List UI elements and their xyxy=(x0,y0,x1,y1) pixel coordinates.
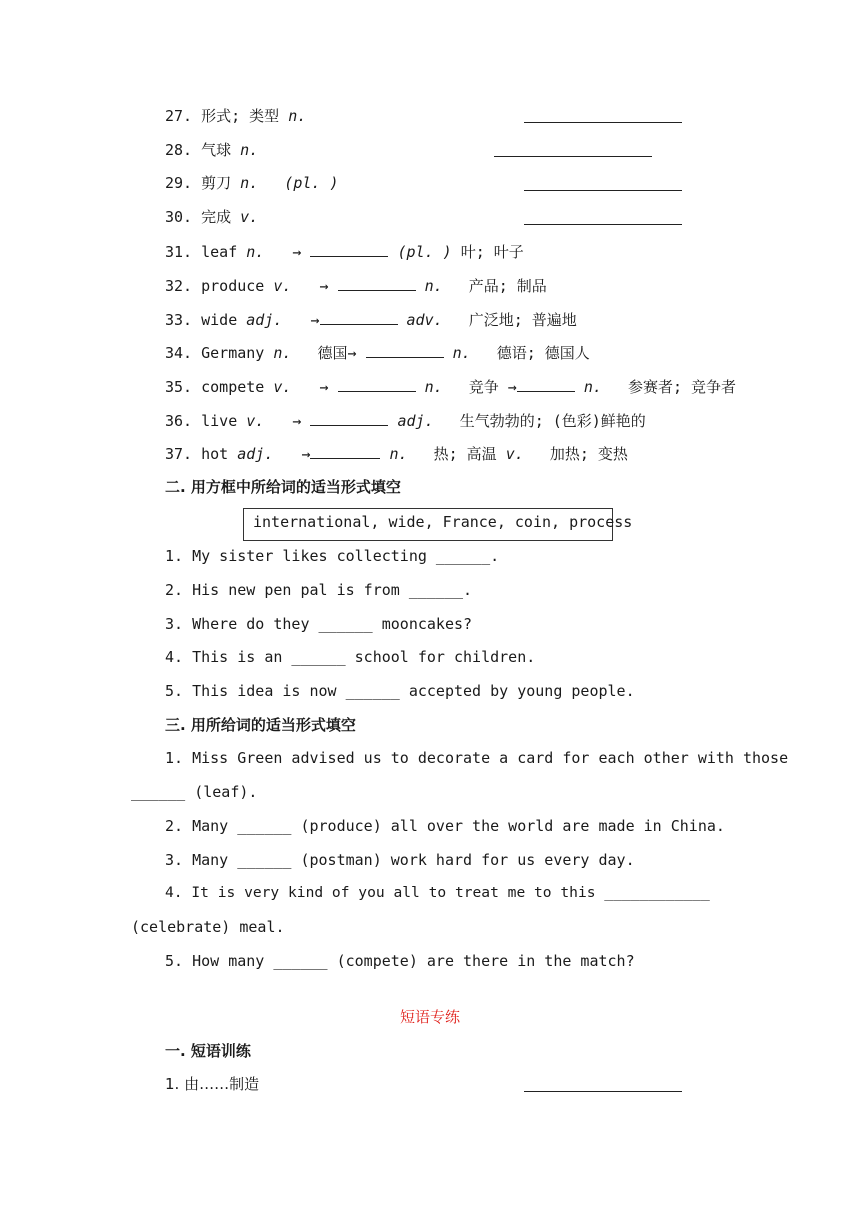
part-of-speech: v. xyxy=(246,412,265,430)
part-of-speech: adv. xyxy=(406,311,443,329)
english-word: produce xyxy=(201,277,265,295)
plural-note: (pl. ) xyxy=(284,174,339,192)
answer-blank[interactable] xyxy=(524,189,682,191)
answer-blank[interactable] xyxy=(310,409,388,426)
english-word: wide xyxy=(201,311,238,329)
vocab-item-30 xyxy=(165,206,258,228)
part-of-speech: n. xyxy=(288,107,307,125)
answer-blank[interactable] xyxy=(494,155,652,157)
answer-blank[interactable] xyxy=(310,240,388,257)
chinese-meaning: 叶; 叶子 xyxy=(460,243,524,261)
chinese-meaning: 剪刀 xyxy=(201,174,232,192)
phrase-item: 1. 由……制造 xyxy=(165,1075,260,1093)
answer-blank[interactable] xyxy=(366,341,444,358)
exercise-sentence-continuation: (celebrate) meal. xyxy=(131,918,285,936)
answer-blank[interactable] xyxy=(524,223,682,225)
part-of-speech: n. xyxy=(424,378,443,396)
part-of-speech: n. xyxy=(240,141,259,159)
chinese-meaning: 生气勃勃的; (色彩)鲜艳的 xyxy=(459,412,646,430)
chinese-meaning: 加热; 变热 xyxy=(549,445,628,463)
item-number: 37. xyxy=(165,445,193,463)
vocab-item-32 xyxy=(165,274,547,296)
vocab-item-27 xyxy=(165,105,306,127)
answer-blank[interactable] xyxy=(320,308,398,325)
english-word: hot xyxy=(201,445,229,463)
item-number: 35. xyxy=(165,378,193,396)
exercise-sentence: 4. It is very kind of you all to treat me to this ____________ xyxy=(165,884,710,901)
exercise-sentence: 5. This idea is now ______ accepted by young people. xyxy=(165,682,635,700)
chinese-meaning: 完成 xyxy=(201,208,232,226)
vocab-item-34 xyxy=(165,341,590,363)
vocab-item-35 xyxy=(165,375,736,397)
word-box: international, wide, France, coin, process xyxy=(243,508,613,541)
section-heading: 一. 短语训练 xyxy=(165,1042,251,1060)
vocab-item-31 xyxy=(165,240,524,262)
item-number: 30. xyxy=(165,208,193,226)
part-of-speech: adj. xyxy=(237,445,274,463)
exercise-sentence: 1. My sister likes collecting ______. xyxy=(165,547,500,565)
part-of-speech: v. xyxy=(505,445,524,463)
chinese-meaning: 广泛地; 普遍地 xyxy=(468,311,577,329)
part-of-speech: n. xyxy=(240,174,259,192)
part-of-speech: n. xyxy=(389,445,408,463)
answer-blank[interactable] xyxy=(310,442,380,459)
answer-blank[interactable] xyxy=(338,274,416,291)
vocab-item-29 xyxy=(165,172,338,194)
arrow-icon: → xyxy=(319,378,329,396)
exercise-sentence: 2. His new pen pal is from ______. xyxy=(165,581,473,599)
answer-blank[interactable] xyxy=(338,375,416,392)
exercise-sentence: 3. Where do they ______ mooncakes? xyxy=(165,615,473,633)
part-of-speech: adj. xyxy=(246,311,283,329)
chinese-meaning: 德国 xyxy=(317,344,348,362)
part-of-speech: n. xyxy=(246,243,265,261)
item-number: 28. xyxy=(165,141,193,159)
part-of-speech: n. xyxy=(273,344,292,362)
arrow-icon: → xyxy=(292,412,302,430)
item-number: 31. xyxy=(165,243,193,261)
part-of-speech: v. xyxy=(240,208,259,226)
part-of-speech: v. xyxy=(273,277,292,295)
item-number: 27. xyxy=(165,107,193,125)
item-number: 34. xyxy=(165,344,193,362)
vocab-item-36 xyxy=(165,409,646,431)
english-word: compete xyxy=(201,378,265,396)
exercise-sentence: 2. Many ______ (produce) all over the world are made in China. xyxy=(165,817,725,835)
part-of-speech: n. xyxy=(452,344,471,362)
item-number: 32. xyxy=(165,277,193,295)
arrow-icon: → xyxy=(319,277,329,295)
english-word: leaf xyxy=(201,243,238,261)
chinese-meaning: 气球 xyxy=(201,141,232,159)
section-heading: 二. 用方框中所给词的适当形式填空 xyxy=(165,478,401,496)
chinese-meaning: 形式; 类型 xyxy=(201,107,280,125)
english-word: Germany xyxy=(201,344,265,362)
exercise-sentence: 3. Many ______ (postman) work hard for us every day. xyxy=(165,851,635,869)
arrow-icon: → xyxy=(292,243,302,261)
vocab-item-33 xyxy=(165,308,577,330)
answer-blank[interactable] xyxy=(524,121,682,123)
part-of-speech: n. xyxy=(583,378,602,396)
vocab-item-28 xyxy=(165,139,258,161)
arrow-icon: → xyxy=(347,344,357,362)
item-number: 36. xyxy=(165,412,193,430)
answer-blank[interactable] xyxy=(524,1090,682,1092)
part-of-speech: n. xyxy=(424,277,443,295)
exercise-sentence-continuation: ______ (leaf). xyxy=(131,783,258,801)
section-heading: 三. 用所给词的适当形式填空 xyxy=(165,716,356,734)
chinese-meaning: 产品; 制品 xyxy=(468,277,547,295)
arrow-icon: → xyxy=(507,378,517,396)
arrow-icon: → xyxy=(301,445,311,463)
answer-blank[interactable] xyxy=(517,375,575,392)
chinese-meaning: 竞争 xyxy=(468,378,499,396)
part-of-speech: adj. xyxy=(397,412,434,430)
part-of-speech: v. xyxy=(273,378,292,396)
phrase-section-title: 短语专练 xyxy=(399,1008,460,1026)
english-word: live xyxy=(201,412,238,430)
exercise-sentence: 5. How many ______ (compete) are there in the match? xyxy=(165,952,635,970)
chinese-meaning: 热; 高温 xyxy=(433,445,497,463)
plural-note: (pl. ) xyxy=(397,243,452,261)
item-number: 33. xyxy=(165,311,193,329)
vocab-item-37 xyxy=(165,442,628,464)
chinese-meaning: 参赛者; 竞争者 xyxy=(627,378,737,396)
exercise-sentence: 1. Miss Green advised us to decorate a card for each other with those xyxy=(165,749,789,767)
arrow-icon: → xyxy=(310,311,320,329)
chinese-meaning: 德语; 德国人 xyxy=(496,344,590,362)
exercise-sentence: 4. This is an ______ school for children. xyxy=(165,648,536,666)
item-number: 29. xyxy=(165,174,193,192)
